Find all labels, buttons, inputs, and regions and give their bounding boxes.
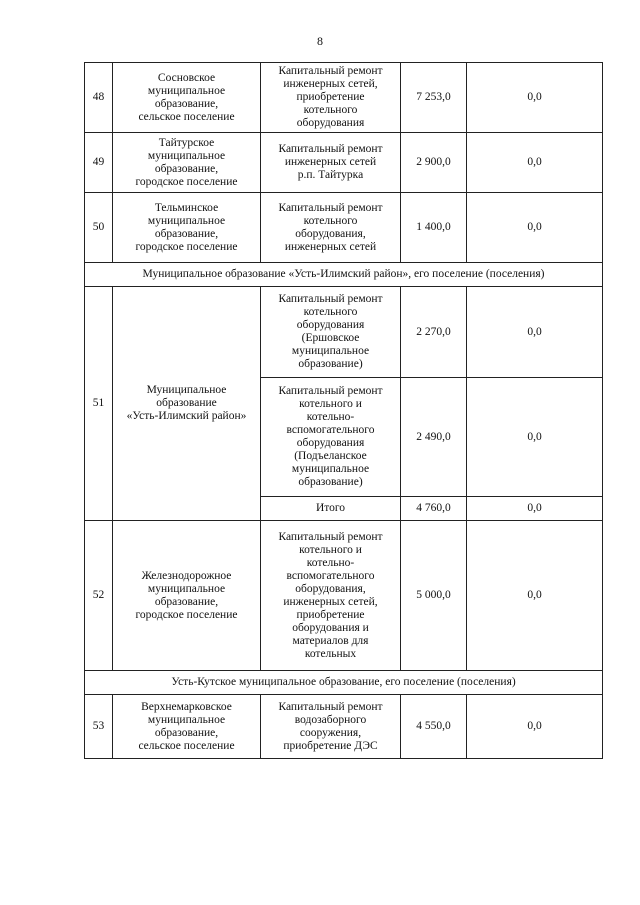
- row-number: 52: [85, 521, 113, 671]
- cell-line: оборудования: [296, 319, 365, 331]
- cell-line: муниципальное: [147, 214, 226, 227]
- work-description: [261, 193, 401, 263]
- work-description: [261, 287, 401, 378]
- table-row-49: [85, 133, 603, 193]
- cell-line: приобретение: [296, 608, 365, 621]
- cell-line: вспомогательного: [286, 424, 375, 436]
- cell-line: муниципальное: [147, 84, 226, 97]
- table-row-51: [85, 287, 603, 378]
- total-value: 0,0: [467, 497, 603, 521]
- cell-line: оборудования,: [295, 227, 366, 240]
- municipality-name: [113, 193, 261, 263]
- value-cell: 0,0: [467, 695, 603, 759]
- work-description: [261, 63, 401, 133]
- cell-line: инженерных сетей: [284, 240, 377, 253]
- amount-cell: 1 400,0: [401, 193, 467, 263]
- table-row-50: [85, 193, 603, 263]
- cell-line: инженерных сетей,: [283, 78, 378, 90]
- cell-line: образование,: [154, 726, 219, 739]
- cell-line: вспомогательного: [286, 569, 375, 582]
- amount-cell: 2 270,0: [401, 287, 467, 378]
- cell-line: образование,: [154, 97, 219, 110]
- cell-line: Верхнемарковское: [141, 700, 232, 713]
- section-header-row: [85, 263, 603, 287]
- value-cell: 0,0: [467, 287, 603, 378]
- cell-line: образование,: [154, 162, 219, 175]
- value-cell: 0,0: [467, 133, 603, 193]
- cell-line: Капитальный ремонт: [278, 143, 383, 155]
- cell-line: Капитальный ремонт: [278, 700, 383, 713]
- value-cell: 0,0: [467, 521, 603, 671]
- cell-line: Тельминское: [154, 201, 219, 214]
- cell-line: инженерных сетей: [284, 156, 377, 168]
- section-title: Муниципальное образование «Усть-Илимский район», его поселение (поселения): [85, 263, 603, 287]
- cell-line: сельское поселение: [138, 739, 235, 752]
- cell-line: инженерных сетей,: [283, 595, 378, 608]
- cell-line: приобретение ДЭС: [283, 739, 378, 752]
- cell-line: образование: [156, 397, 217, 409]
- work-description: [261, 378, 401, 497]
- cell-line: котельного: [303, 306, 358, 318]
- cell-line: оборудования и: [292, 621, 369, 634]
- cell-line: котельных: [304, 647, 357, 660]
- table-row-52: [85, 521, 603, 671]
- amount-cell: 5 000,0: [401, 521, 467, 671]
- municipality-name: [113, 63, 261, 133]
- cell-line: образование,: [154, 227, 219, 240]
- cell-line: приобретение: [296, 91, 365, 103]
- cell-line: оборудования: [296, 117, 365, 129]
- cell-line: оборудования,: [295, 582, 366, 595]
- cell-line: Капитальный ремонт: [278, 530, 383, 543]
- cell-line: р.п. Тайтурка: [297, 169, 364, 181]
- section-title: Усть-Кутское муниципальное образование, его поселение (поселения): [85, 671, 603, 695]
- cell-line: образование,: [154, 595, 219, 608]
- row-number: 50: [85, 193, 113, 263]
- cell-line: муниципальное: [291, 463, 370, 475]
- amount-cell: 2 900,0: [401, 133, 467, 193]
- value-cell: 0,0: [467, 193, 603, 263]
- cell-line: Сосновское: [157, 71, 216, 84]
- table-row-53: [85, 695, 603, 759]
- cell-line: котельного: [303, 214, 358, 227]
- cell-line: городское поселение: [135, 608, 238, 621]
- row-number: 51: [85, 287, 113, 521]
- value-cell: 0,0: [467, 378, 603, 497]
- cell-line: сооружения,: [299, 726, 362, 739]
- cell-line: Капитальный ремонт: [278, 385, 383, 397]
- cell-line: муниципальное: [291, 345, 370, 357]
- cell-line: Капитальный ремонт: [278, 293, 383, 305]
- cell-line: оборудования: [296, 437, 365, 449]
- cell-line: Муниципальное: [146, 384, 227, 396]
- work-description: [261, 521, 401, 671]
- row-number: 48: [85, 63, 113, 133]
- municipality-name: [113, 695, 261, 759]
- value-cell: 0,0: [467, 63, 603, 133]
- work-description: [261, 133, 401, 193]
- municipality-name: [113, 133, 261, 193]
- cell-line: котельного: [303, 104, 358, 116]
- cell-line: муниципальное: [147, 149, 226, 162]
- page-number: 8: [317, 34, 323, 48]
- cell-line: (Ершовское: [301, 332, 360, 344]
- section-header-row: [85, 671, 603, 695]
- amount-cell: 7 253,0: [401, 63, 467, 133]
- municipality-name: [113, 287, 261, 521]
- cell-line: «Усть-Илимский район»: [126, 410, 247, 422]
- cell-line: городское поселение: [135, 175, 238, 188]
- cell-line: котельно-: [306, 411, 355, 423]
- amount-cell: 4 550,0: [401, 695, 467, 759]
- table-row-48: [85, 63, 603, 133]
- cell-line: водозаборного: [294, 713, 367, 726]
- work-description: [261, 695, 401, 759]
- total-label: [261, 497, 401, 521]
- cell-line: образование): [298, 358, 363, 370]
- cell-line: материалов для: [292, 634, 369, 647]
- cell-line: котельного и: [299, 398, 362, 410]
- cell-line: образование): [298, 476, 363, 488]
- cell-line: Тайтурское: [158, 136, 215, 149]
- cell-line: городское поселение: [135, 240, 238, 253]
- row-number: 49: [85, 133, 113, 193]
- cell-line: муниципальное: [147, 713, 226, 726]
- cell-line: котельно-: [306, 556, 355, 569]
- funding-table: [84, 62, 603, 759]
- amount-cell: 2 490,0: [401, 378, 467, 497]
- cell-line: (Подъеланское: [294, 450, 367, 462]
- total-amount: 4 760,0: [401, 497, 467, 521]
- cell-line: Итого: [315, 502, 346, 514]
- cell-line: муниципальное: [147, 582, 226, 595]
- row-number: 53: [85, 695, 113, 759]
- cell-line: Капитальный ремонт: [278, 65, 383, 77]
- cell-line: сельское поселение: [138, 110, 235, 123]
- cell-line: котельного и: [299, 543, 362, 556]
- municipality-name: [113, 521, 261, 671]
- cell-line: Капитальный ремонт: [278, 201, 383, 214]
- cell-line: Железнодорожное: [141, 569, 232, 582]
